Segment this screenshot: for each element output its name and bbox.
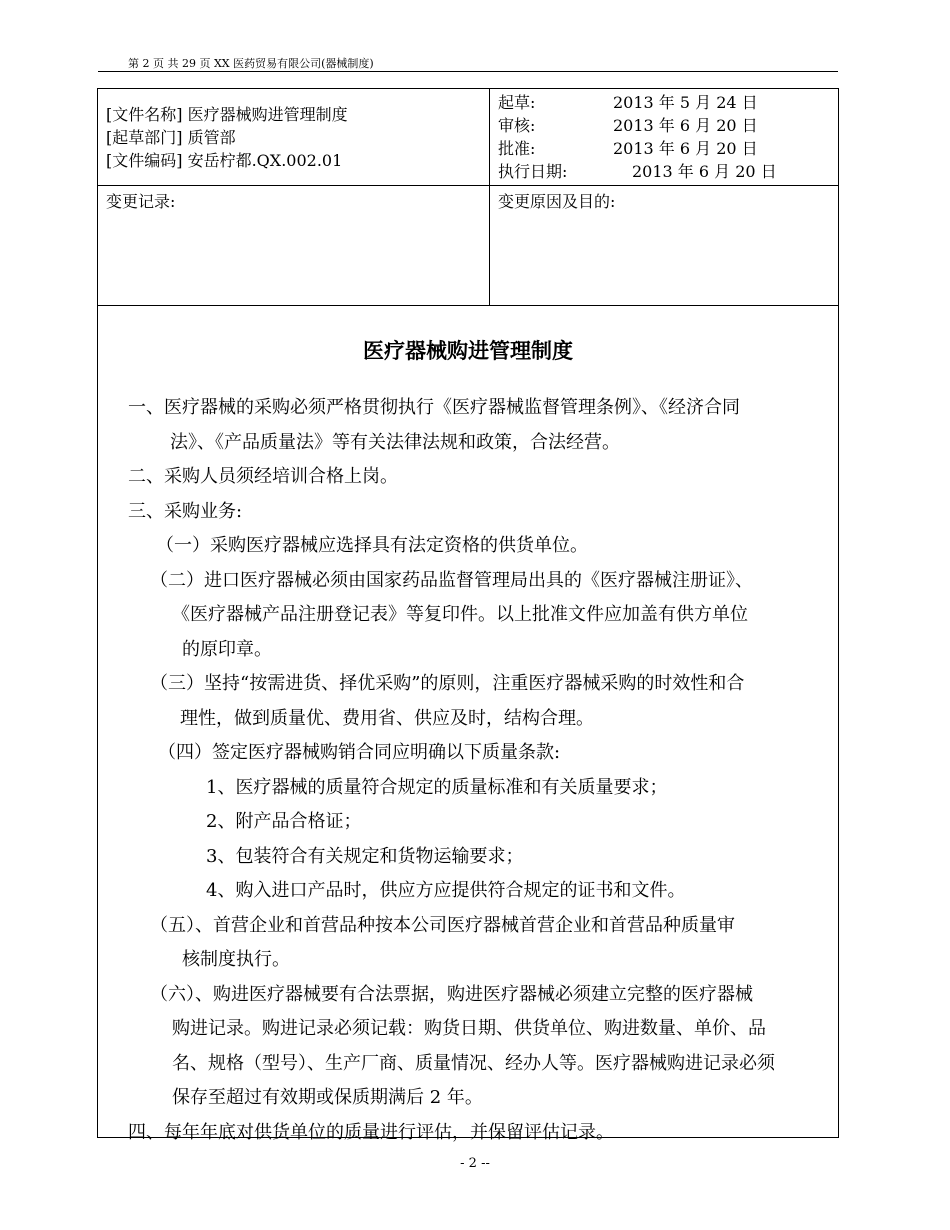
meta-file-code xyxy=(106,149,348,172)
text-line: （二）进口医疗器械必须由国家药品监督管理局出具的《医疗器械注册证》、 xyxy=(150,569,753,591)
subclause-1 xyxy=(98,529,838,564)
text-line: 法》、《产品质量法》等有关法律法规和政策，合法经营。 xyxy=(170,431,620,453)
clause-3 xyxy=(98,495,838,530)
clause-4 xyxy=(98,1116,838,1151)
meta-value: 医疗器械购进管理制度 xyxy=(187,105,348,124)
text-line: 4、购入进口产品时，供应方应提供符合规定的证书和文件。 xyxy=(206,880,686,901)
meta-label: 执行日期: xyxy=(498,162,568,181)
text-line: （一）采购医疗器械应选择具有法定资格的供货单位。 xyxy=(156,535,588,556)
text-line: 四、每年年底对供货单位的质量进行评估，并保留评估记录。 xyxy=(128,1121,614,1143)
meta-file-name xyxy=(106,103,348,126)
quality-term-1 xyxy=(98,771,838,806)
text-line: 名、规格（型号）、生产厂商、质量情况、经办人等。医疗器械购进记录必须 xyxy=(172,1052,775,1074)
document-frame xyxy=(97,88,839,1143)
text-line: 1、医疗器械的质量符合规定的质量标准和有关质量要求； xyxy=(206,776,668,798)
meta-value: 2013 年 5 月 24 日 xyxy=(613,93,758,112)
text-line: 核制度执行。 xyxy=(182,949,290,970)
meta-value: 2013 年 6 月 20 日 xyxy=(632,162,777,181)
text-line: （六）、购进医疗器械要有合法票据，购进医疗器械必须建立完整的医疗器械 xyxy=(150,983,753,1005)
text-line: 一、医疗器械的采购必须严格贯彻执行《医疗器械监督管理条例》、《经济合同 xyxy=(128,397,740,418)
meta-value: 2013 年 6 月 20 日 xyxy=(613,116,758,135)
change-row xyxy=(98,185,838,306)
quality-term-3 xyxy=(98,840,838,875)
text-line: 购进记录。购进记录必须记载：购货日期、供货单位、购进数量、单价、品 xyxy=(172,1018,766,1039)
running-header: 第 2 页 共 29 页 XX 医药贸易有限公司(器械制度) xyxy=(128,57,374,70)
subclause-3 xyxy=(98,667,838,736)
meta-department xyxy=(106,126,348,149)
page-number: - 2 -- xyxy=(460,1156,490,1171)
meta-label: [起草部门] xyxy=(106,128,183,147)
change-record-label: 变更记录: xyxy=(106,192,176,211)
header-rule xyxy=(98,71,838,72)
document-title: 医疗器械购进管理制度 xyxy=(363,339,573,363)
document-body xyxy=(98,391,838,1150)
text-line: 二、采购人员须经培训合格上岗。 xyxy=(128,466,398,487)
meta-label: 批准: xyxy=(498,139,536,158)
change-reason-label: 变更原因及目的: xyxy=(498,192,616,211)
text-line: 2、附产品合格证； xyxy=(206,811,362,832)
meta-label: 起草: xyxy=(498,93,536,112)
quality-term-4 xyxy=(98,874,838,909)
meta-label: 审核: xyxy=(498,116,536,135)
meta-value: 2013 年 6 月 20 日 xyxy=(613,139,758,158)
text-line: （四）签定医疗器械购销合同应明确以下质量条款: xyxy=(158,742,561,763)
subclause-5 xyxy=(98,909,838,978)
clause-1 xyxy=(98,391,838,460)
meta-left-block xyxy=(106,103,348,172)
column-divider xyxy=(489,89,490,305)
text-line: 三、采购业务: xyxy=(128,500,243,522)
meta-value: 质管部 xyxy=(187,128,236,147)
meta-value: 安岳柠都.QX.002.01 xyxy=(187,151,343,170)
subclause-2 xyxy=(98,564,838,668)
text-line: （三）坚持“按需进货、择优采购”的原则，注重医疗器械采购的时效性和合 xyxy=(150,673,745,694)
meta-label: [文件名称] xyxy=(106,105,183,124)
text-line: 3、包装符合有关规定和货物运输要求； xyxy=(206,845,524,867)
subclause-4 xyxy=(98,736,838,771)
meta-label: [文件编码] xyxy=(106,151,183,170)
clause-2 xyxy=(98,460,838,495)
text-line: 《医疗器械产品注册登记表》等复印件。以上批准文件应加盖有供方单位 xyxy=(172,604,748,625)
text-line: （五）、首营企业和首营品种按本公司医疗器械首营企业和首营品种质量审 xyxy=(150,914,735,936)
quality-term-2 xyxy=(98,805,838,840)
meta-row xyxy=(98,89,838,186)
text-line: 保存至超过有效期或保质期满后 2 年。 xyxy=(172,1087,483,1108)
subclause-6 xyxy=(98,978,838,1116)
text-line: 的原印章。 xyxy=(182,638,272,660)
text-line: 理性，做到质量优、费用省、供应及时，结构合理。 xyxy=(180,707,594,729)
